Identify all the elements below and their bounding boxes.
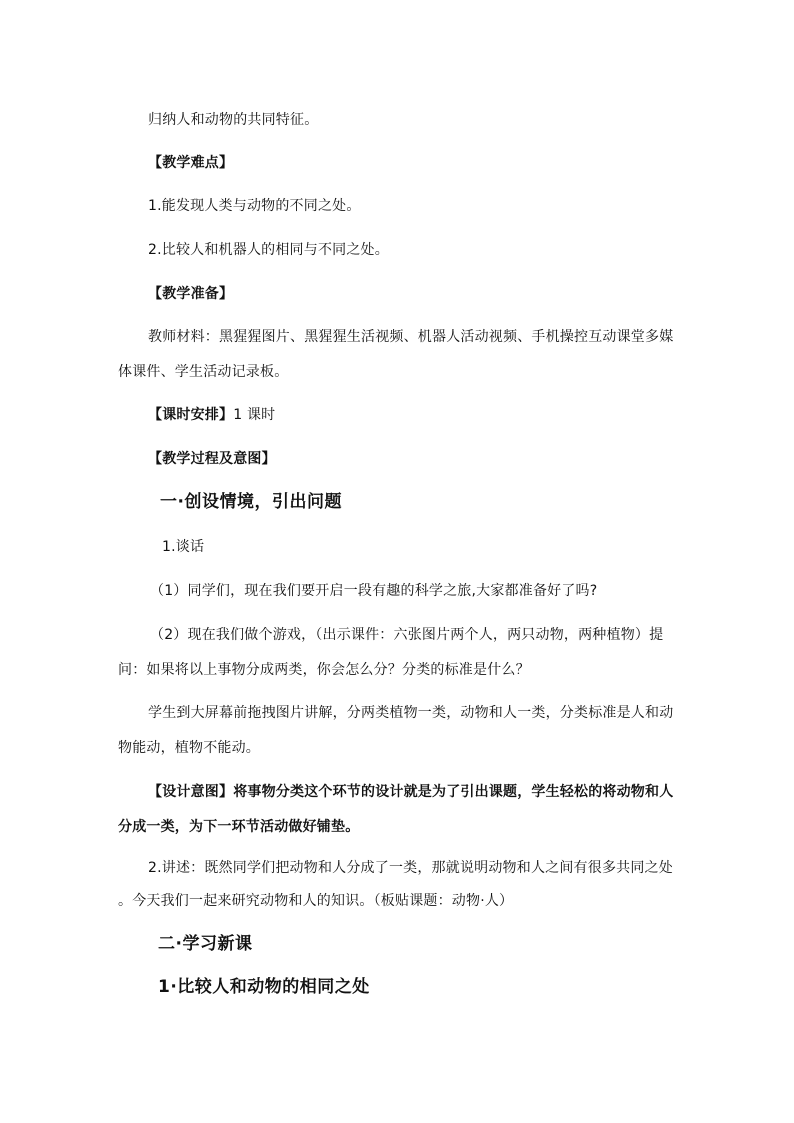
student-activity-line-1: 学生到大屏幕前拖拽图片讲解，分两类植物一类，动物和人一类，分类标准是人和动 [148, 705, 674, 721]
item-2-line-1: 2.讲述：既然同学们把动物和人分成了一类，那就说明动物和人之间有很多共同之处 [148, 860, 673, 876]
item-1-2-line-1: （2）现在我们做个游戏，（出示课件：六张图片两个人，两只动物，两种植物）提 [150, 627, 664, 643]
heading-teaching-process: 【教学过程及意图】 [148, 451, 276, 467]
section-2-title: 二·学习新课 [158, 934, 253, 954]
prep-line-2: 体课件、学生活动记录板。 [118, 364, 289, 380]
item-1-talk: 1.谈话 [162, 539, 205, 555]
item-1-2-line-2: 问：如果将以上事物分成两类，你会怎么分？分类的标准是什么？ [118, 662, 530, 678]
schedule-value: 1 课时 [233, 407, 276, 423]
schedule-line [148, 405, 275, 425]
design-intent-line-1: 【设计意图】将事物分类这个环节的设计就是为了引出课题，学生轻松的将动物和人 [148, 784, 674, 800]
section-1-title: 一·创设情境，引出问题 [160, 492, 342, 512]
heading-teaching-difficulty: 【教学难点】 [148, 155, 234, 171]
design-intent-line-2: 分成一类，为下一环节活动做好铺垫。 [118, 819, 360, 835]
difficulty-item-2: 2.比较人和机器人的相同与不同之处。 [148, 242, 389, 258]
schedule-label: 【课时安排】 [148, 407, 234, 423]
item-1-1: （1）同学们，现在我们要开启一段有趣的科学之旅,大家都准备好了吗? [150, 583, 598, 599]
heading-teaching-prep: 【教学准备】 [148, 286, 234, 302]
student-activity-line-2: 物能动，植物不能动。 [118, 740, 260, 756]
intro-paragraph: 归纳人和动物的共同特征。 [148, 112, 319, 128]
prep-line-1: 教师材料：黑猩猩图片、黑猩猩生活视频、机器人活动视频、手机操控互动课堂多媒 [148, 329, 674, 345]
item-2-line-2: 。今天我们一起来研究动物和人的知识。（板贴课题：动物·人） [118, 893, 514, 909]
difficulty-item-1: 1.能发现人类与动物的不同之处。 [148, 198, 361, 214]
subsection-1-title: 1·比较人和动物的相同之处 [158, 977, 370, 997]
